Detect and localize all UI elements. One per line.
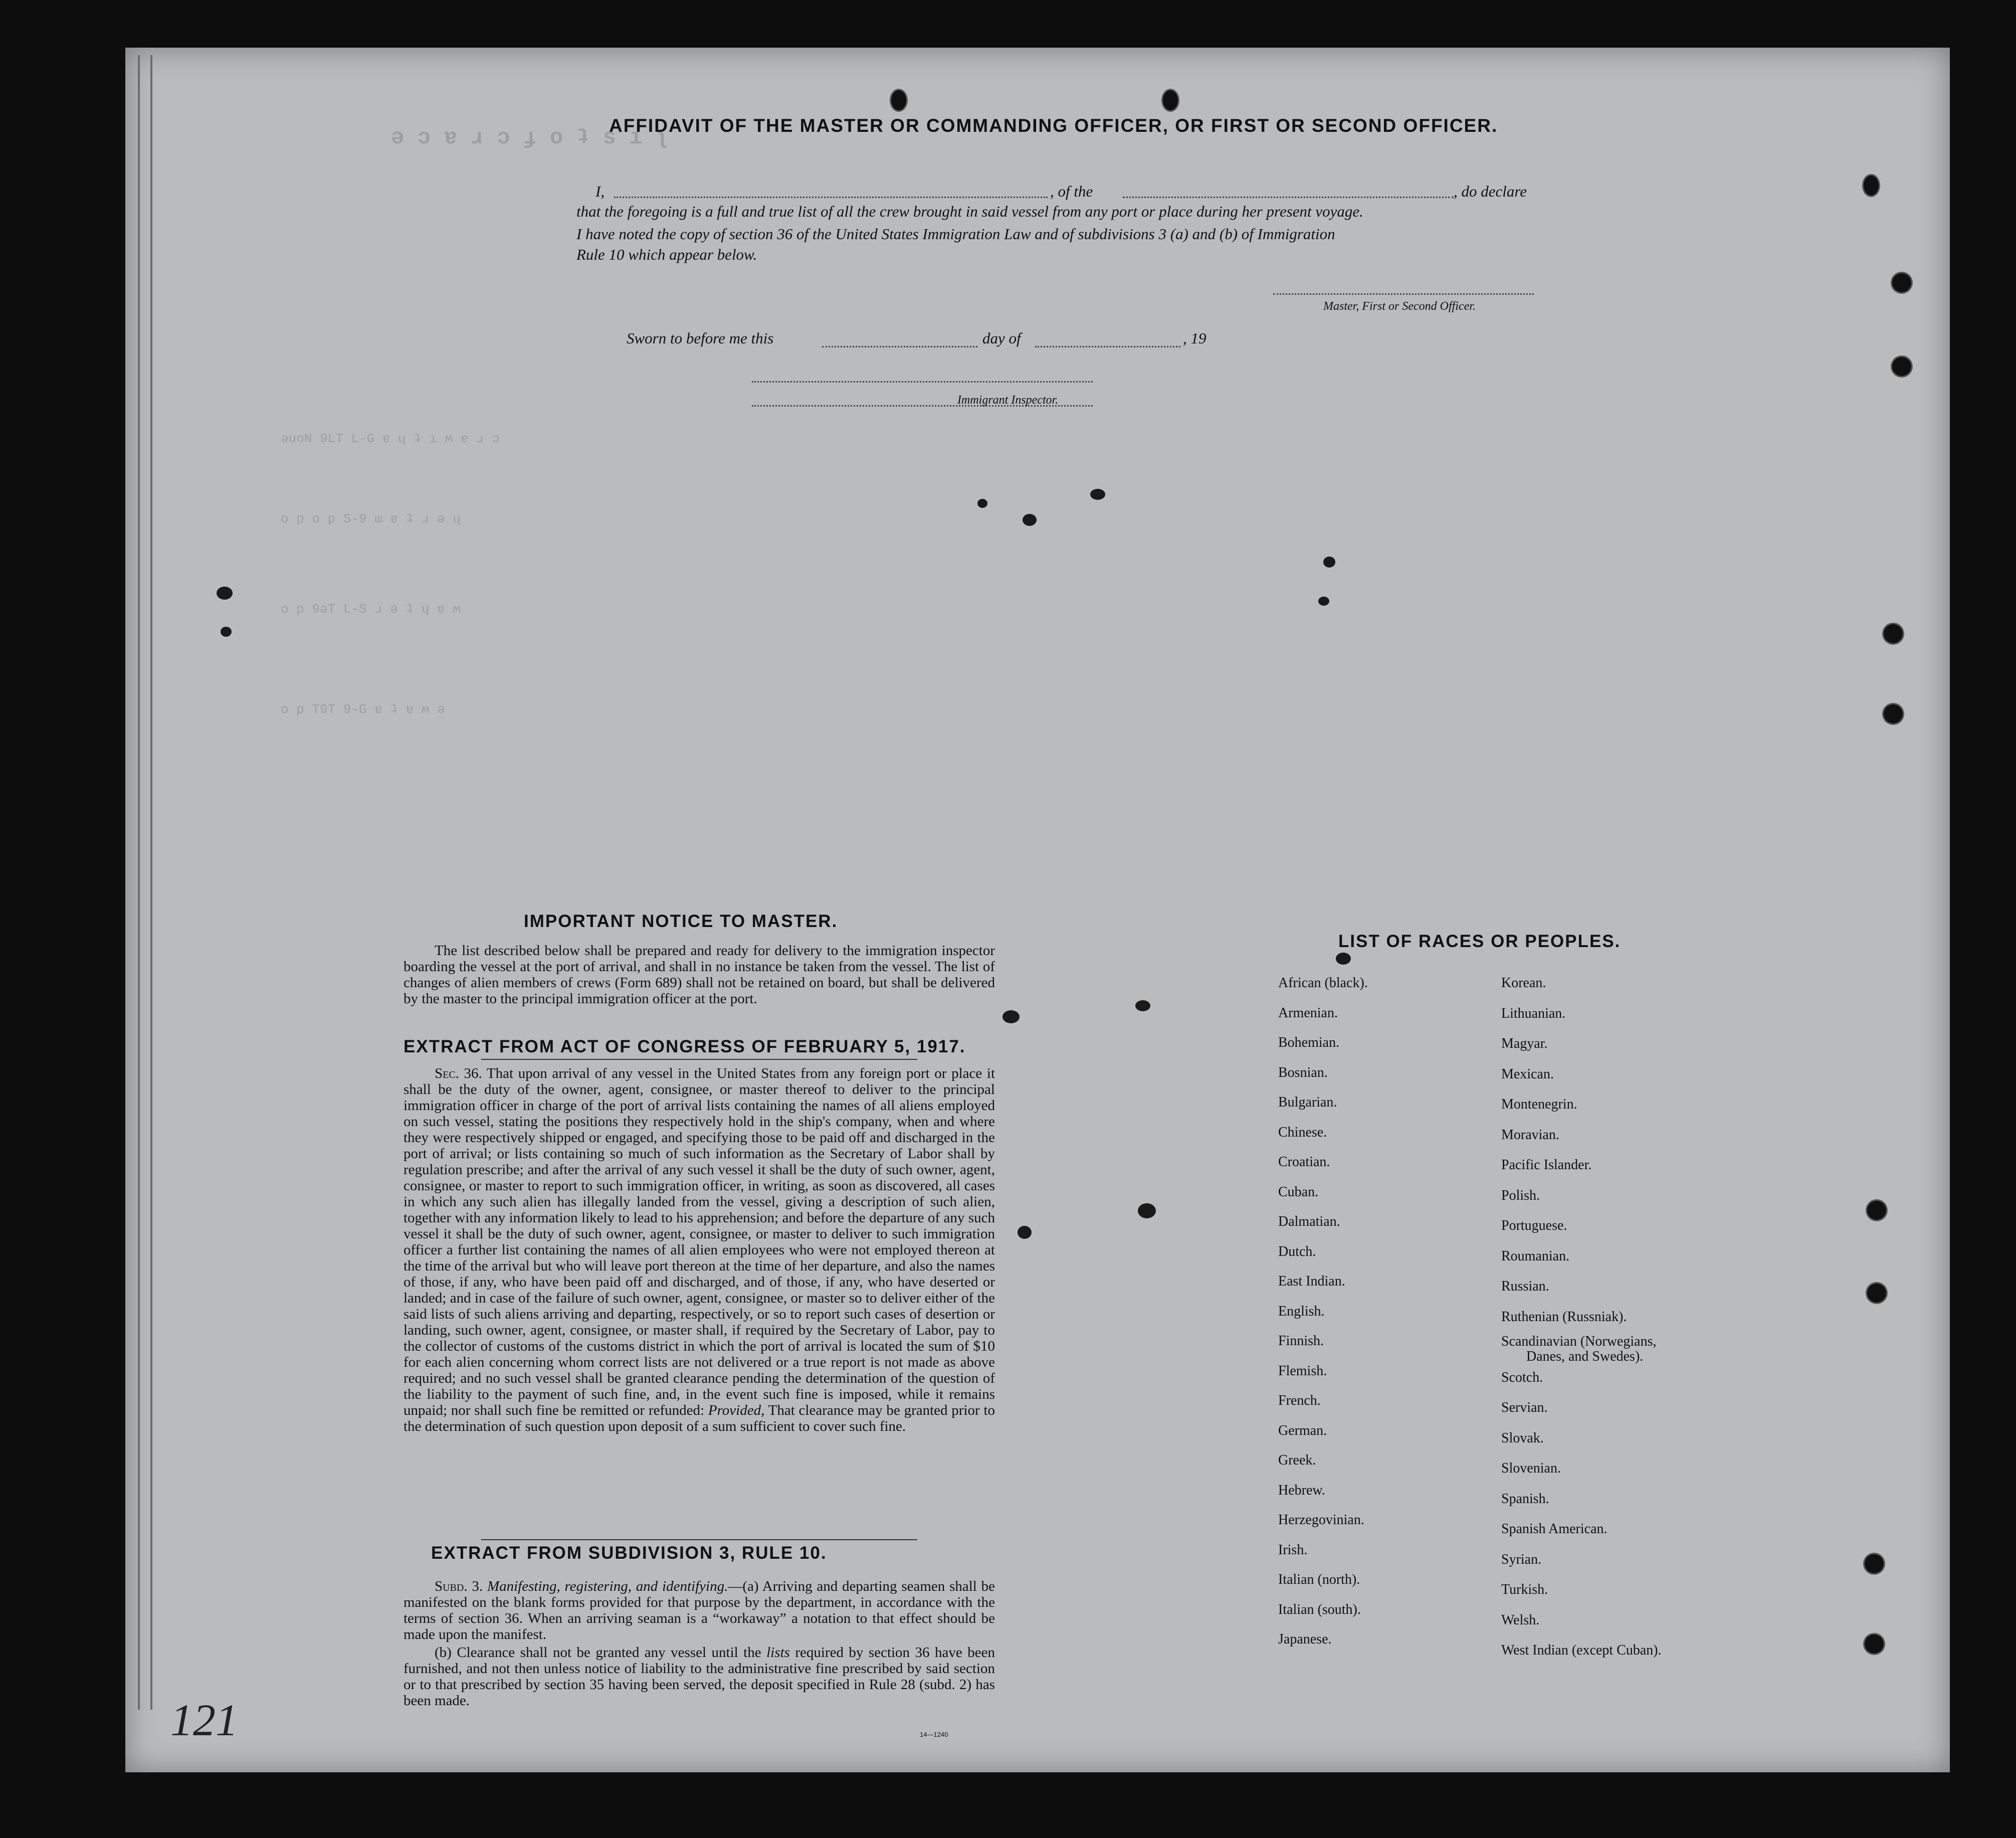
affidavit-i-label: I, <box>595 182 605 200</box>
race-item: Turkish. <box>1501 1582 1548 1597</box>
race-item: West Indian (except Cuban). <box>1501 1642 1662 1658</box>
subd-heading: Manifesting, registering, and identifying. <box>487 1578 728 1594</box>
race-item: Finnish. <box>1278 1333 1324 1349</box>
para-b-prefix: (b) <box>435 1644 452 1661</box>
sworn-label: Sworn to before me this <box>627 329 774 347</box>
race-item: Japanese. <box>1278 1631 1332 1647</box>
race-item: Croatian. <box>1278 1154 1330 1170</box>
year-label: , 19 <box>1183 329 1206 347</box>
vessel-name-blank[interactable] <box>1123 197 1454 198</box>
binder-hole <box>1163 90 1178 110</box>
race-item: Mexican. <box>1501 1066 1554 1082</box>
race-item: Montenegrin. <box>1501 1096 1577 1112</box>
provided-word: Provided, <box>708 1402 765 1418</box>
binder-hole <box>1865 1554 1884 1573</box>
race-item: Spanish. <box>1501 1491 1549 1507</box>
sheet-edge-line <box>138 55 140 1710</box>
race-item: Russian. <box>1501 1278 1549 1294</box>
ink-blot <box>221 627 232 637</box>
race-item: French. <box>1278 1393 1321 1408</box>
race-item: Portuguese. <box>1501 1218 1567 1233</box>
race-item: Flemish. <box>1278 1363 1327 1379</box>
extract-act-title: EXTRACT FROM ACT OF CONGRESS OF FEBRUARY 5, 1917. <box>404 1037 966 1056</box>
para-a-text: Arriving and departing seamen shall be manifested on the blank forms provided for that purpose by the department, in accordance with the terms of section 36. When an arriving seaman is a “workaway” a notation to that effect should be made upon the manifest. <box>404 1578 995 1642</box>
ink-blot <box>1336 953 1351 965</box>
para-a-prefix: —(a) <box>728 1578 759 1594</box>
ink-blot <box>1135 1000 1150 1011</box>
bleed-through-text: o p T9T 9-G ɐ ʇ ɐ ʍ ǝ <box>281 702 445 717</box>
affidavit-line-2: that the foregoing is a full and true list of all the crew brought in said vessel from any port or place during her present voyage. <box>576 203 1363 220</box>
master-name-blank[interactable] <box>614 197 1048 198</box>
sworn-month-blank[interactable] <box>1035 346 1180 347</box>
race-item: Hebrew. <box>1278 1482 1325 1498</box>
race-item: Ruthenian (Russniak). <box>1501 1309 1627 1325</box>
affidavit-do-declare: , do declare <box>1454 182 1527 200</box>
race-item: Bosnian. <box>1278 1064 1328 1080</box>
race-item: Slovenian. <box>1501 1460 1561 1476</box>
race-item: Lithuanian. <box>1501 1005 1566 1021</box>
section-36-text <box>404 1065 995 1434</box>
race-item: East Indian. <box>1278 1273 1345 1289</box>
inspector-signature-label: Immigrant Inspector. <box>957 394 1059 407</box>
races-title: LIST OF RACES OR PEOPLES. <box>1338 932 1621 951</box>
sec-label: Sec. 36. <box>435 1065 482 1081</box>
section-rule <box>481 1539 917 1540</box>
race-item: English. <box>1278 1303 1325 1319</box>
affidavit-line-4: Rule 10 which appear below. <box>576 246 757 263</box>
ink-blot <box>1318 597 1329 606</box>
sworn-day-blank[interactable] <box>822 346 977 347</box>
ink-blot <box>1023 514 1037 526</box>
bleed-through-text: ǝ ɔ ɐ ɹ ɔ ɟ o ʇ s ı ʅ <box>391 125 669 150</box>
race-item: Dalmatian. <box>1278 1214 1340 1229</box>
race-item: Italian (north). <box>1278 1572 1360 1587</box>
binder-hole <box>1864 175 1879 196</box>
sheet-edge-line <box>150 55 152 1710</box>
race-item: Polish. <box>1501 1187 1540 1203</box>
race-item: Armenian. <box>1278 1005 1338 1021</box>
race-item: Dutch. <box>1278 1243 1316 1259</box>
race-item: Spanish American. <box>1501 1521 1607 1537</box>
race-item: Irish. <box>1278 1542 1308 1558</box>
race-item: German. <box>1278 1422 1327 1438</box>
para-b-lists-word: lists <box>766 1644 790 1661</box>
race-item: Moravian. <box>1501 1127 1559 1143</box>
day-of-label: day of <box>982 329 1021 347</box>
race-item: Slovak. <box>1501 1430 1544 1446</box>
subd-label: Subd. 3. <box>435 1578 483 1594</box>
binder-hole <box>1884 624 1903 643</box>
race-item: Scandinavian (Norwegians, Danes, and Swedes). <box>1501 1334 1657 1364</box>
race-item: Italian (south). <box>1278 1601 1361 1617</box>
extract-rule-title: EXTRACT FROM SUBDIVISION 3, RULE 10. <box>431 1543 827 1563</box>
race-item: Cuban. <box>1278 1184 1319 1200</box>
race-item: Roumanian. <box>1501 1248 1570 1264</box>
sec-36-body: That upon arrival of any vessel in the United States from any foreign port or place it shall be the duty of the owner, agent, consignee, or master thereof to deliver to the principal immigration officer in charge of the port of arrival lists containing the names of all aliens employed on such vessel, stating the positions they respectively hold in the ship's company, when and where they were respectively shipped or engaged, and specifying those to be paid off and discharged in the port of arrival; or lists containing so much of such information as the Secretary of Labor shall by regulation prescribe; and after the arrival of any such vessel it shall be the duty of such owner, agent, consignee, or master to report to such immigration officer, in writing, as soon as discovered, all cases in which any such alien has illegally landed from the vessel, giving a description of such alien, together with any information likely to lead to his apprehension; and before the departure of any such vessel it shall be the duty of such owner, agent, consignee, or master to deliver to such immigration officer a further list containing the names of all alien employees who were not employed thereon at the time of the arrival but who will leave port thereon at the time of her departure, and also the names of those, if any, who have been paid off and discharged, and of those, if any, who have deserted or landed; and in case of the failure of such owner, agent, consignee, or master so to deliver either of the said lists of such aliens arriving and departing, respectively, or so to report such cases of desertion or landing, such owner, agent, consignee, or master shall, if required by the Secretary of Labor, pay to the collector of customs of the customs district in which the port of arrival is located the sum of $10 for each alien concerning whom correct lists are not delivered or a true report is not made as above required; and no such vessel shall be granted clearance pending the determination of the question of the liability to the payment of such fine, and, in the event such fine is imposed, while it remains unpaid; nor shall such fine be remitted or refunded: <box>404 1065 995 1418</box>
bleed-through-text: ǝuoN 9LT L-G ɐ ɥ ʇ ı ʍ ɐ ɹ ɔ <box>281 431 500 446</box>
sec-36-body-end: That clearance may be granted prior to the determination of such question upon deposit of a sum sufficient to cover such fine. <box>404 1402 995 1434</box>
para-b-text-1: Clearance shall not be granted any vessel until the <box>457 1644 761 1661</box>
binder-hole <box>1867 1283 1886 1303</box>
notice-title: IMPORTANT NOTICE TO MASTER. <box>524 911 838 931</box>
ink-blot <box>1323 557 1335 568</box>
race-item: Bohemian. <box>1278 1035 1340 1050</box>
binder-hole <box>891 90 906 110</box>
bleed-through-text: o p 9ǝT L-S ɹ ǝ ʇ ɥ ɐ ʍ <box>281 602 461 617</box>
ink-blot <box>217 587 233 600</box>
race-item: Korean. <box>1501 975 1546 991</box>
race-item: Syrian. <box>1501 1551 1542 1567</box>
master-signature-line[interactable] <box>1273 293 1534 295</box>
ink-blot <box>1090 489 1105 500</box>
master-signature-label: Master, First or Second Officer. <box>1323 300 1476 313</box>
para-b-text-2: required by section 36 have been furnished, and not then unless notice of liability to the administrative fine prescribed by said section or to that prescribed by section 35 having been served, the deposit specified in Rule 28 (subd. 2) has been made. <box>404 1644 995 1709</box>
race-item: Servian. <box>1501 1400 1548 1415</box>
ink-blot <box>1138 1203 1156 1218</box>
bleed-through-text: o p o p S-9 ɯ ɐ ʇ ɹ ǝ ɥ <box>281 511 461 526</box>
ink-blot <box>977 499 987 508</box>
section-rule <box>481 1059 917 1060</box>
race-item: African (black). <box>1278 975 1368 991</box>
inspector-line-1[interactable] <box>752 381 1093 383</box>
race-item: Magyar. <box>1501 1036 1548 1051</box>
binder-hole <box>1892 273 1911 292</box>
handwritten-page-number: 121 <box>170 1696 238 1745</box>
ink-blot <box>1002 1010 1020 1023</box>
binder-hole <box>1892 357 1911 376</box>
binder-hole <box>1867 1201 1886 1220</box>
race-item: Chinese. <box>1278 1124 1327 1140</box>
rule-10-text <box>404 1578 995 1711</box>
ink-blot <box>1018 1226 1032 1239</box>
affidavit-of-the-label: , of the <box>1050 182 1093 200</box>
race-item: Bulgarian. <box>1278 1094 1337 1110</box>
affidavit-title: AFFIDAVIT OF THE MASTER OR COMMANDING OFFICER, OR FIRST OR SECOND OFFICER. <box>609 115 1498 136</box>
notice-body: The list described below shall be prepared and ready for delivery to the immigration inspector boarding the vessel at the port of arrival, and shall in no instance be taken from the vessel. The list of changes of alien members of crews (Form 689) shall not be retained on board, but shall be delivered by the master to the principal immigration officer at the port. <box>404 943 995 1007</box>
race-item: Scotch. <box>1501 1369 1543 1385</box>
affidavit-line-3: I have noted the copy of section 36 of the United States Immigration Law and of subdivisions 3 (a) and (b) of Immigration <box>576 225 1335 243</box>
race-item: Greek. <box>1278 1452 1316 1468</box>
binder-hole <box>1884 704 1903 723</box>
race-item: Herzegovinian. <box>1278 1512 1364 1528</box>
binder-hole <box>1865 1634 1884 1653</box>
race-item: Welsh. <box>1501 1612 1540 1628</box>
race-item: Pacific Islander. <box>1501 1157 1592 1173</box>
form-number: 14—1240 <box>920 1731 948 1738</box>
document-sheet <box>125 48 1950 1772</box>
